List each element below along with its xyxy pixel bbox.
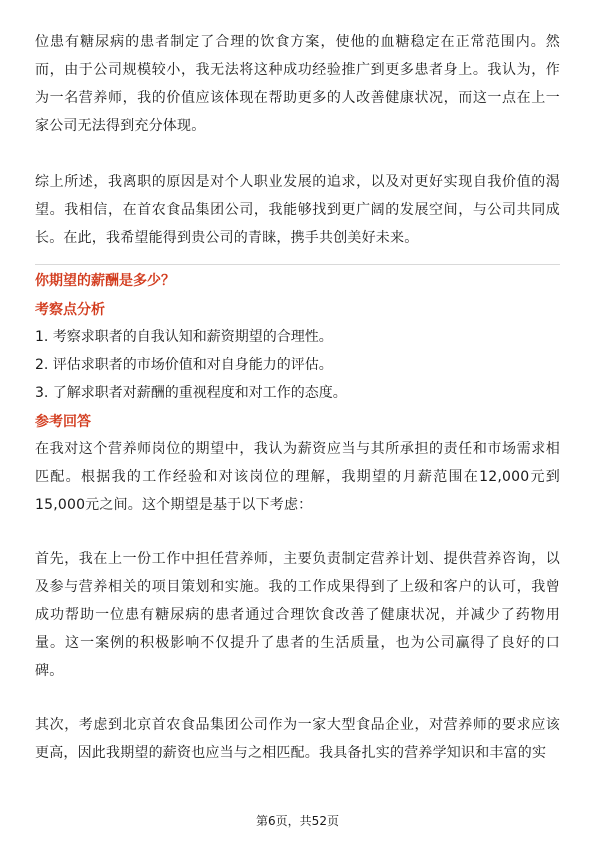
analysis-heading: 考察点分析 bbox=[35, 302, 105, 318]
intro-paragraph: 位患有糖尿病的患者制定了合理的饮食方案，使他的血糖稳定在正常范围内。然而，由于公司规模较小，我无法将这种成功经验推广到更多患者身上。我认为，作为一名营养师，我的价值应该体现在帮助更多的人改善健康状况，而这一点在上一家公司无法得到充分体现。 bbox=[35, 34, 560, 134]
answer-heading: 参考回答 bbox=[35, 414, 91, 430]
page-number: 第6页，共52页 bbox=[256, 814, 339, 828]
list-item: 2. 评估求职者的市场价值和对自身能力的评估。 bbox=[35, 357, 333, 373]
intro-paragraph: 综上所述，我离职的原因是对个人职业发展的追求，以及对更好实现自我价值的渴望。我相信，在首农食品集团公司，我能够找到更广阔的发展空间，与公司共同成长。在此，我希望能得到贵公司的青睐，携手共创美好未来。 bbox=[35, 174, 560, 246]
list-item: 3. 了解求职者对薪酬的重视程度和对工作的态度。 bbox=[35, 385, 347, 401]
section-divider bbox=[35, 264, 560, 265]
answer-body bbox=[35, 435, 560, 767]
question-title: 你期望的薪酬是多少？ bbox=[35, 273, 175, 289]
answer-paragraph: 在我对这个营养师岗位的期望中，我认为薪资应当与其所承担的责任和市场需求相匹配。根据我的工作经验和对该岗位的理解，我期望的月薪范围在12,000元到15,000元之间。这个期望是基于以下考虑： bbox=[35, 441, 560, 513]
analysis-list bbox=[35, 323, 560, 407]
answer-paragraph: 首先，我在上一份工作中担任营养师，主要负责制定营养计划、提供营养咨询，以及参与营养相关的项目策划和实施。我的工作成果得到了上级和客户的认可，我曾成功帮助一位患有糖尿病的患者通过合理饮食改善了健康状况，并减少了药物用量。这一案例的积极影响不仅提升了患者的生活质量，也为公司赢得了良好的口碑。 bbox=[35, 551, 560, 679]
answer-paragraph: 其次，考虑到北京首农食品集团公司作为一家大型食品企业，对营养师的要求应该更高，因此我期望的薪资也应当与之相匹配。我具备扎实的营养学知识和丰富的实 bbox=[35, 717, 560, 761]
document-page bbox=[35, 28, 560, 767]
list-item: 1. 考察求职者的自我认知和薪资期望的合理性。 bbox=[35, 329, 333, 345]
